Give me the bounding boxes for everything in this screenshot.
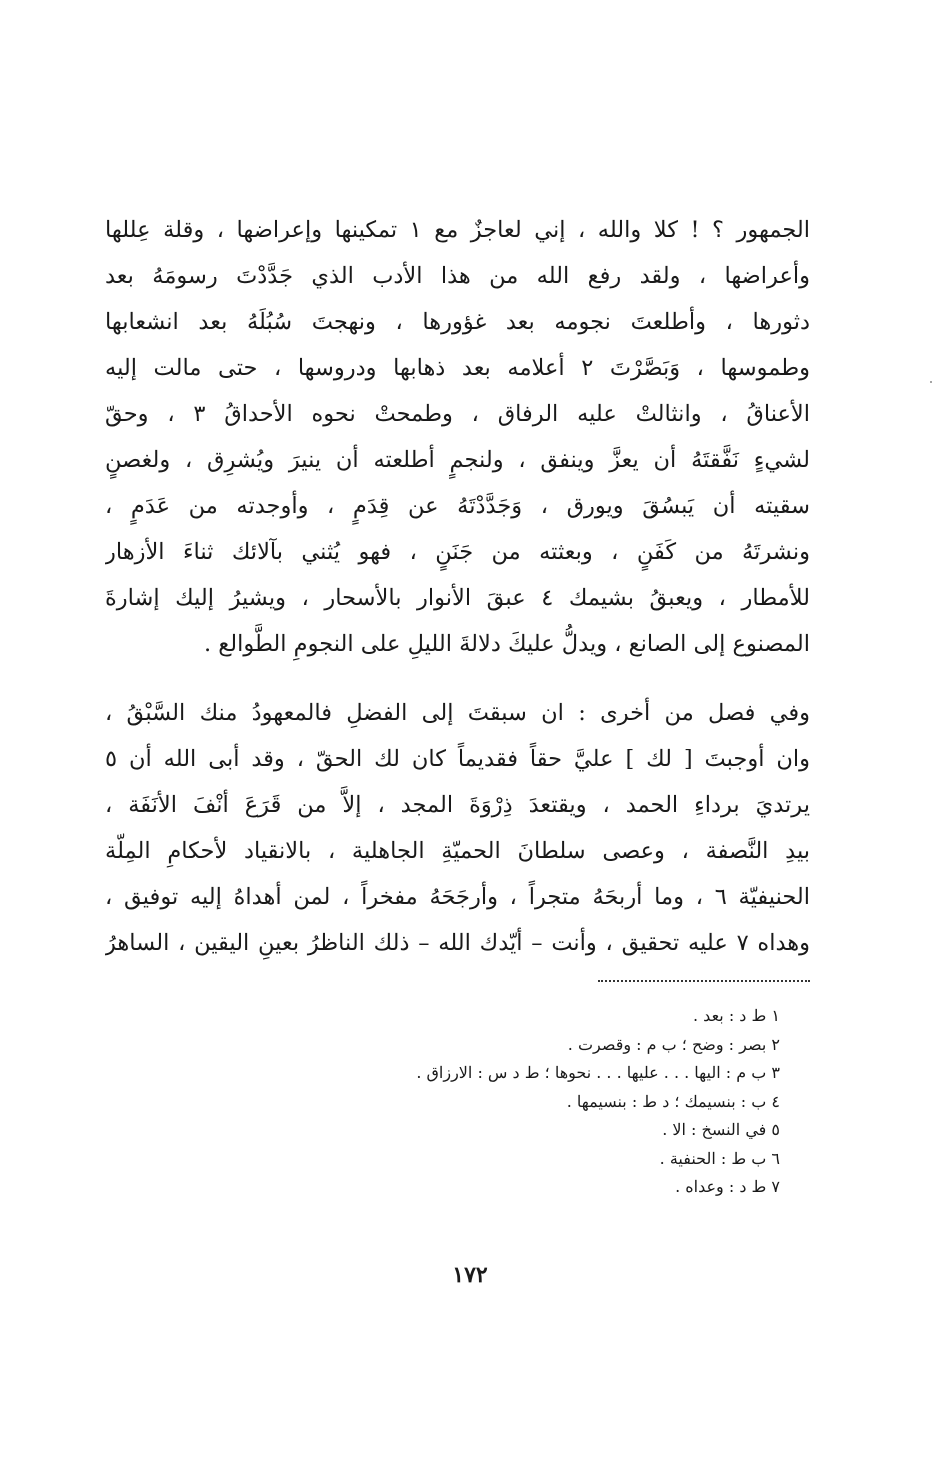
footnotes (250, 1002, 780, 1202)
page-number: ١٧٢ (452, 1262, 488, 1288)
footnote-3: ٣ ب م : اليها . . . عليها . . . نحوها ؛ ط د س : الارزاق . (416, 1063, 780, 1082)
paragraph-1 (105, 207, 810, 667)
text-line: وهداه ٧ عليه تحقيق ، وأنت – أيّدك الله – ذلك الناظرُ بعينِ اليقين ، الساهرُ (105, 930, 810, 956)
paragraph-2 (105, 690, 810, 966)
text-line: الحنيفيّة ٦ ، وما أربحَهُ متجراً ، وأرجَحَهُ مفخراً ، لمن أهداهُ إليه توفيق ، (105, 884, 810, 910)
footnote-separator (598, 980, 810, 982)
text-line: وفي فصل من أخرى : ان سبقتَ إلى الفضلِ فالمعهودُ منك السَّبْقُ ، (105, 700, 810, 726)
text-line: يرتديَ برداءِ الحمد ، ويقتعدَ ذِرْوَةَ المجد ، إلاَّ من قَرَعَ أنْفَ الأنَفَة ، (105, 792, 810, 818)
footnote-5: ٥ في النسخ : الا . (662, 1120, 780, 1139)
footnote-6: ٦ ب ط : الحنفية . (659, 1148, 780, 1168)
text-line: لشيءٍ نَفَّقتَهُ أن يعزَّ وينفق ، ولنجمٍ أطلعته أن ينيرَ ويُشرِق ، ولغصنٍ (105, 447, 810, 473)
text-line: المصنوع إلى الصانع ، ويدلُّ عليكَ دلالةَ الليلِ على النجومِ الطَّوالع . (203, 631, 810, 657)
footnote-2: ٢ بصر : وضح ؛ ب م : وقصرت . (567, 1034, 780, 1054)
text-line: سقيته أن يَبسُقَ ويورق ، وَجَدَّدْتَهُ عن قِدَمٍ ، وأوجدته من عَدَمٍ ، (105, 493, 810, 519)
text-line: الجمهور ؟ ! كلا والله ، إني لعاجزٌ مع ١ تمكينها وإعراضها ، وقلة عِللها (105, 217, 810, 243)
text-line: بيدِ النَّصفة ، وعصى سلطانَ الحميّةِ الجاهلية ، بالانقياد لأحكامِ المِلّة (105, 838, 810, 864)
text-line: ونشرتَهُ من كَفَنٍ ، وبعثته من جَنَنٍ ، فهو يُثني بآلائك ثناءَ الأزهار (105, 539, 810, 565)
text-line: دثورها ، وأطلعتَ نجومه بعد غؤورها ، ونهجتَ سُبُلَهُ بعد انشعابها (105, 309, 810, 335)
text-line: وطموسها ، وَبَصَّرْتَ ٢ أعلامه بعد ذهابها ودروسها ، حتى مالت إليه (105, 355, 810, 381)
text-line: وأعراضها ، ولقد رفع الله من هذا الأدب الذي جَدَّدْتَ رسومَهُ بعد (105, 263, 810, 289)
text-line: الأعناقُ ، وانثالتْ عليه الرفاق ، وطمحتْ نحوه الأحداقُ ٣ ، وحقّ (105, 401, 810, 427)
scan-speck (930, 381, 932, 383)
footnote-7: ٧ ط د : وعداه . (675, 1177, 780, 1196)
text-line: للأمطار ، ويعبقُ بشيمك ٤ عبقَ الأنوار بالأسحار ، ويشيرُ إليك إشارةَ (105, 585, 810, 611)
footnote-1: ١ ط د : بعد . (693, 1006, 780, 1025)
footnote-4: ٤ ب : بنسيمك ؛ د ط : بنسيمها . (566, 1091, 780, 1111)
text-line: وان أوجبتَ [ لك ] عليَّ حقاً فقديماً كان لك الحقّ ، وقد أبى الله أن ٥ (105, 746, 810, 772)
